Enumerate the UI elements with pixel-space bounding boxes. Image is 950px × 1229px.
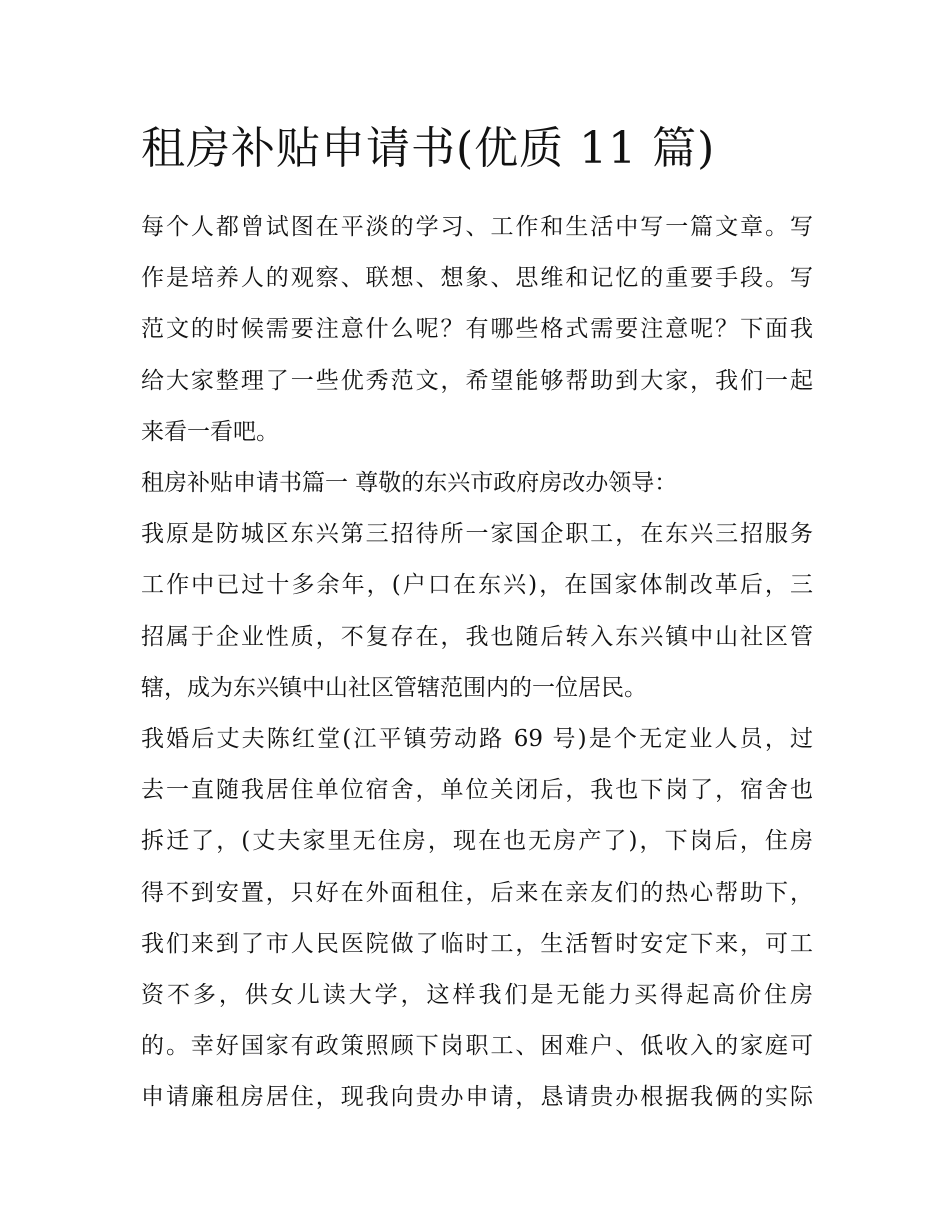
paragraph-intro [141, 202, 813, 458]
text-line: 作是培养人的观察、联想、想象、思维和记忆的重要手段。写 [141, 265, 813, 292]
paragraph-salutation [141, 458, 813, 509]
text-line: 申请廉租房居住，现我向贵办申请，恳请贵办根据我俩的实际 [141, 1084, 813, 1111]
document-title: 租房补贴申请书(优质 11 篇) [141, 123, 716, 174]
text-line: 去一直随我居住单位宿舍，单位关闭后，我也下岗了，宿舍也 [141, 777, 813, 804]
text-line: 资不多，供女儿读大学，这样我们是无能力买得起高价住房 [141, 982, 813, 1009]
text-line: 每个人都曾试图在平淡的学习、工作和生活中写一篇文章。写 [141, 214, 813, 240]
document-body [141, 118, 813, 1124]
text-line: 辖，成为东兴镇中山社区管辖范围内的一位居民。 [141, 674, 647, 701]
text-line: 得不到安置，只好在外面租住，后来在亲友们的热心帮助下， [141, 879, 813, 906]
text-line: 租房补贴申请书篇一 尊敬的东兴市政府房改办领导： [141, 470, 678, 497]
text-line: 给大家整理了一些优秀范文，希望能够帮助到大家，我们一起 [141, 367, 813, 394]
text-line: 招属于企业性质，不复存在，我也随后转入东兴镇中山社区管 [141, 623, 813, 650]
text-line: 的。幸好国家有政策照顾下岗职工、困难户、低收入的家庭可 [141, 1033, 813, 1060]
paragraph-situation [141, 714, 813, 1124]
paragraph-background [141, 509, 813, 714]
text-line: 范文的时候需要注意什么呢？有哪些格式需要注意呢？下面我 [141, 316, 813, 343]
text-line: 来看一看吧。 [141, 418, 279, 445]
text-line: 我原是防城区东兴第三招待所一家国企职工，在东兴三招服务 [141, 521, 813, 548]
text-line: 拆迁了，(丈夫家里无住房，现在也无房产了)，下岗后，住房 [141, 828, 813, 855]
text-line: 我们来到了市人民医院做了临时工，生活暂时安定下来，可工 [141, 930, 813, 957]
text-line: 我婚后丈夫陈红堂(江平镇劳动路 69 号)是个无定业人员，过 [141, 726, 813, 753]
text-line: 工作中已过十多余年，(户口在东兴)，在国家体制改革后，三 [141, 572, 813, 599]
